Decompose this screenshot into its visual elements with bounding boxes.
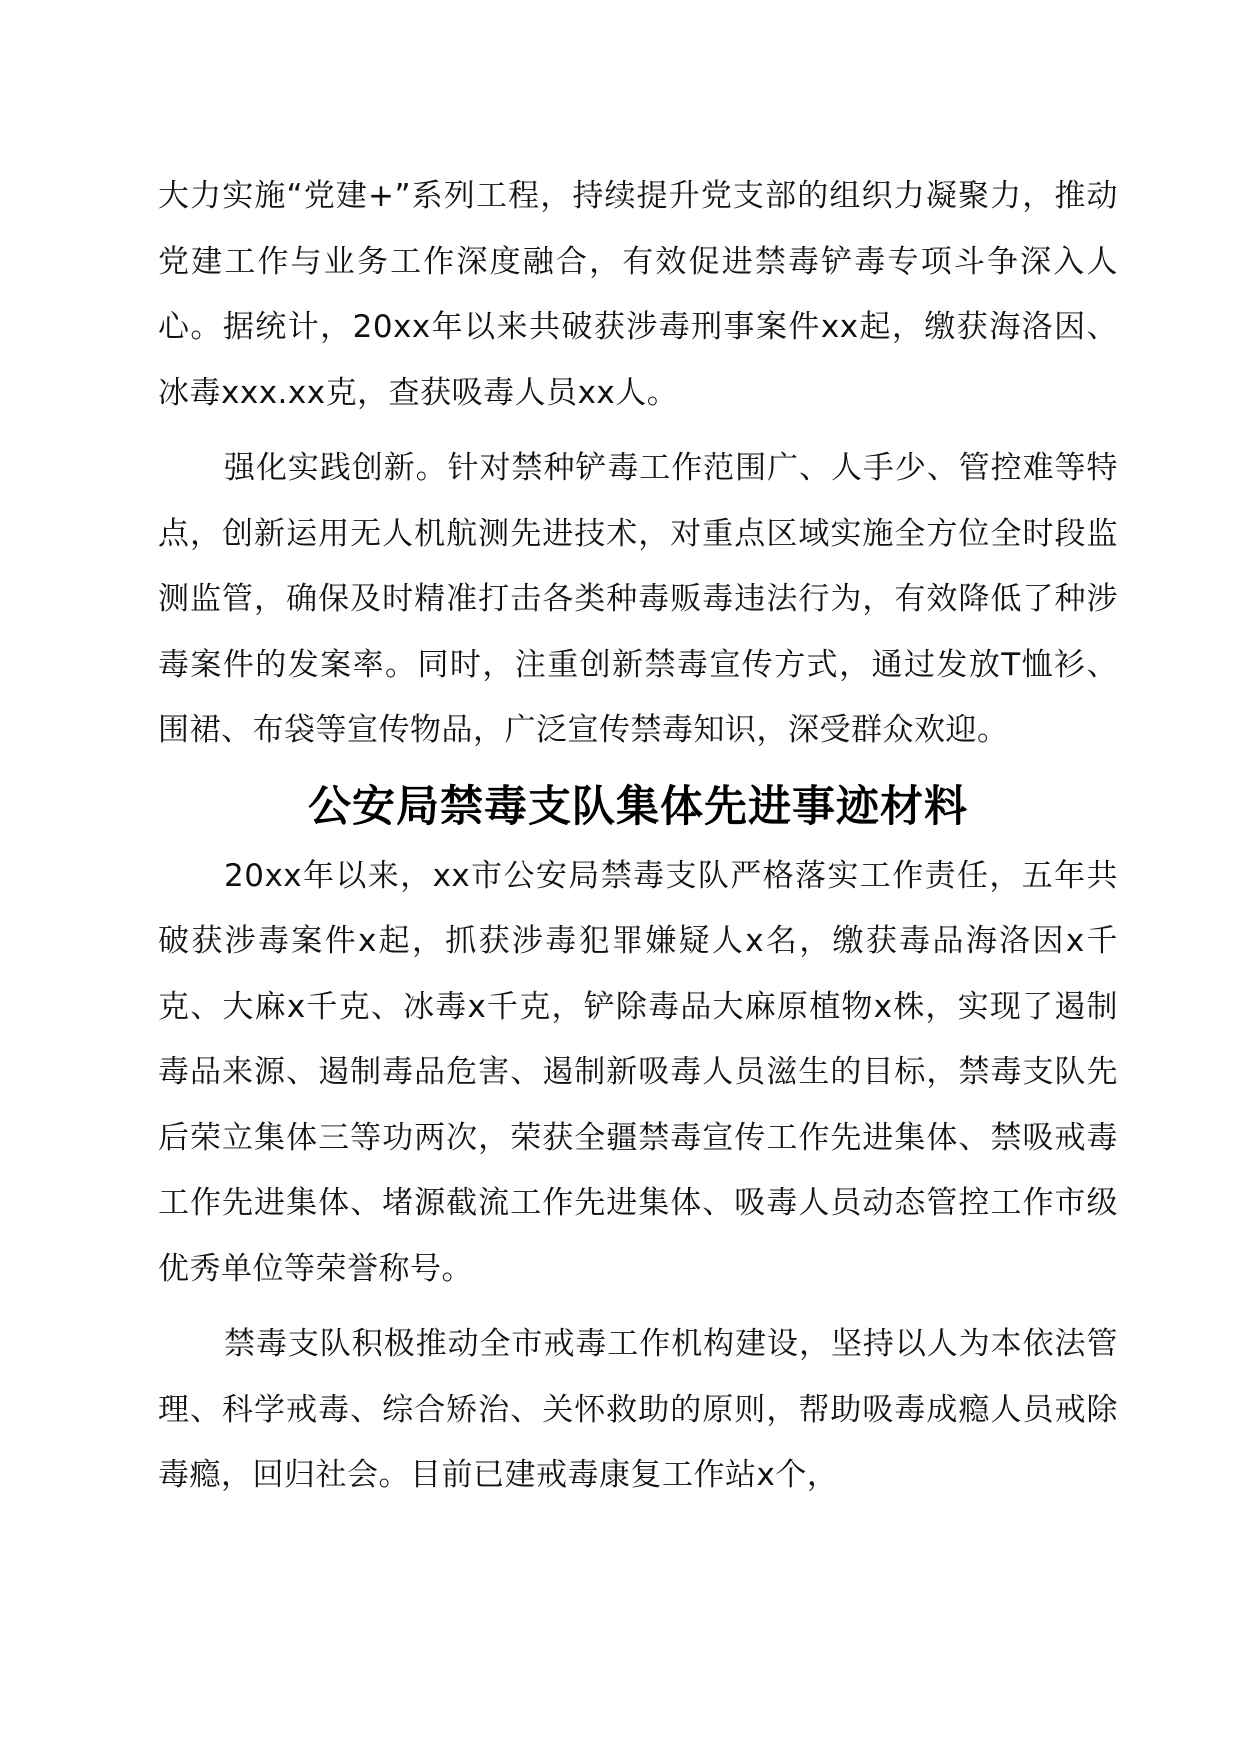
paragraph-practice-innovation: 强化实践创新。针对禁种铲毒工作范围广、人手少、管控难等特点，创新运用无人机航测先进技术，对重点区域实施全方位全时段监测监管，确保及时精准打击各类种毒贩毒违法行为，有效降低了种涉毒案件的发案率。同时，注重创新禁毒宣传方式，通过发放T恤衫、围裙、布袋等宣传物品，广泛宣传禁毒知识，深受群众欢迎。 <box>158 450 1118 748</box>
document-title: 公安局禁毒支队集体先进事迹材料 <box>308 781 968 832</box>
document-body <box>158 164 1118 1509</box>
paragraph-party-building-results: 大力实施“党建+”系列工程，持续提升党支部的组织力凝聚力，推动党建工作与业务工作深度融合，有效促进禁毒铲毒专项斗争深入人心。据统计，20xx年以来共破获涉毒刑事案件xx起，缴获海洛因、冰毒xxx.xx克，查获吸毒人员xx人。 <box>158 178 1118 411</box>
paragraph-rehab-institutions: 禁毒支队积极推动全市戒毒工作机构建设，坚持以人为本依法管理、科学戒毒、综合矫治、关怀救助的原则，帮助吸毒成瘾人员戒除毒瘾，回归社会。目前已建戒毒康复工作站x个， <box>158 1326 1118 1493</box>
paragraph-achievements-summary: 20xx年以来，xx市公安局禁毒支队严格落实工作责任，五年共破获涉毒案件x起，抓获涉毒犯罪嫌疑人x名，缴获毒品海洛因x千克、大麻x千克、冰毒x千克，铲除毒品大麻原植物x株，实现了遏制毒品来源、遏制毒品危害、遏制新吸毒人员滋生的目标，禁毒支队先后荣立集体三等功两次，荣获全疆禁毒宣传工作先进集体、禁吸戒毒工作先进集体、堵源截流工作先进集体、吸毒人员动态管控工作市级优秀单位等荣誉称号。 <box>158 857 1118 1287</box>
